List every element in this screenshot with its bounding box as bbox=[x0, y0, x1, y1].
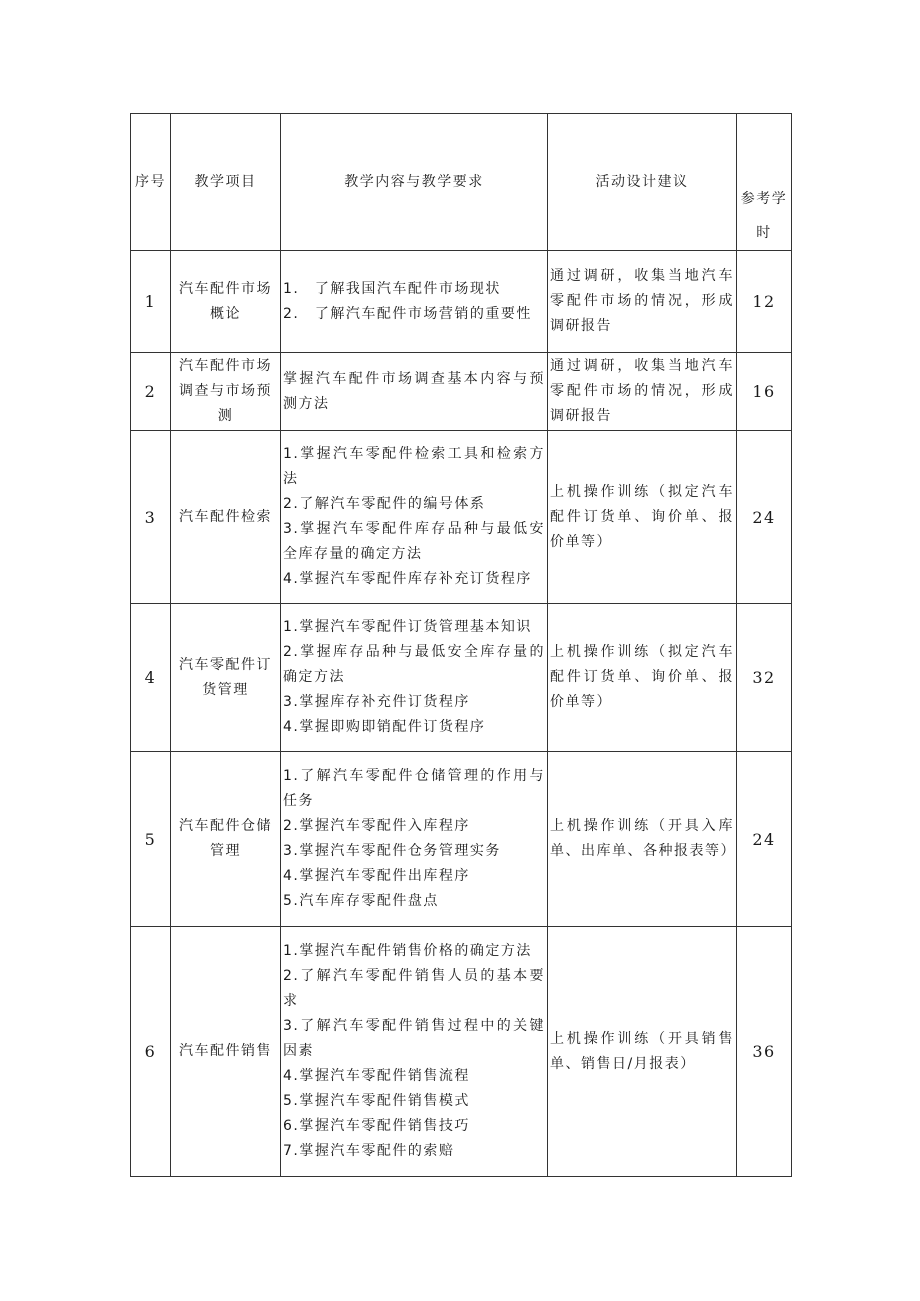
row-project: 汽车配件销售 bbox=[171, 927, 281, 1177]
content-item: 2. 了解汽车配件市场营销的重要性 bbox=[283, 305, 532, 322]
content-item: 3.掌握汽车零配件仓务管理实务 bbox=[283, 843, 501, 859]
header-no: 序号 bbox=[131, 114, 171, 251]
row-activity: 通过调研，收集当地汽车零配件市场的情况，形成调研报告 bbox=[548, 251, 737, 353]
content-item: 4.掌握即购即销配件订货程序 bbox=[283, 719, 486, 735]
row-no: 4 bbox=[131, 604, 171, 752]
row-project: 汽车配件市场调查与市场预测 bbox=[171, 353, 281, 431]
header-content: 教学内容与教学要求 bbox=[281, 114, 548, 251]
table-row bbox=[131, 251, 792, 353]
content-item: 掌握汽车配件市场调查基本内容与预测方法 bbox=[283, 370, 545, 412]
row-content bbox=[281, 431, 548, 604]
row-content bbox=[281, 604, 548, 752]
table-row bbox=[131, 431, 792, 604]
row-hours: 24 bbox=[737, 431, 792, 604]
row-no: 6 bbox=[131, 927, 171, 1177]
content-item: 5.汽车库存零配件盘点 bbox=[283, 893, 439, 909]
row-hours: 32 bbox=[737, 604, 792, 752]
row-project: 汽车配件市场概论 bbox=[171, 251, 281, 353]
content-item: 1.了解汽车零配件仓储管理的作用与任务 bbox=[283, 768, 545, 809]
content-item: 1.掌握汽车零配件检索工具和检索方法 bbox=[283, 446, 545, 487]
row-content bbox=[281, 927, 548, 1177]
row-no: 2 bbox=[131, 353, 171, 431]
content-item: 1.掌握汽车配件销售价格的确定方法 bbox=[283, 943, 532, 959]
content-item: 2.掌握库存品种与最低安全库存量的确定方法 bbox=[283, 644, 545, 685]
table-row bbox=[131, 353, 792, 431]
content-item: 3.掌握库存补充件订货程序 bbox=[283, 694, 470, 710]
content-item: 7.掌握汽车零配件的索赔 bbox=[283, 1143, 455, 1159]
content-item: 4.掌握汽车零配件库存补充订货程序 bbox=[283, 571, 532, 587]
row-hours: 16 bbox=[737, 353, 792, 431]
table-row bbox=[131, 604, 792, 752]
content-item: 1. 了解我国汽车配件市场现状 bbox=[283, 280, 501, 297]
header-activity: 活动设计建议 bbox=[548, 114, 737, 251]
row-hours: 12 bbox=[737, 251, 792, 353]
row-activity: 上机操作训练（开具入库单、出库单、各种报表等） bbox=[548, 752, 737, 927]
table-row bbox=[131, 752, 792, 927]
row-no: 1 bbox=[131, 251, 171, 353]
row-activity: 通过调研，收集当地汽车零配件市场的情况，形成调研报告 bbox=[548, 353, 737, 431]
row-project: 汽车配件仓储管理 bbox=[171, 752, 281, 927]
content-item: 3.掌握汽车零配件库存品种与最低安全库存量的确定方法 bbox=[283, 521, 545, 562]
content-item: 2.了解汽车零配件销售人员的基本要求 bbox=[283, 968, 545, 1009]
row-content bbox=[281, 353, 548, 431]
row-activity: 上机操作训练（拟定汽车配件订货单、询价单、报价单等） bbox=[548, 431, 737, 604]
row-no: 3 bbox=[131, 431, 171, 604]
content-item: 2.掌握汽车零配件入库程序 bbox=[283, 818, 470, 834]
content-item: 5.掌握汽车零配件销售模式 bbox=[283, 1093, 470, 1109]
header-hours: 参考学时 bbox=[737, 114, 792, 251]
content-item: 1.掌握汽车零配件订货管理基本知识 bbox=[283, 619, 532, 635]
content-item: 2.了解汽车零配件的编号体系 bbox=[283, 496, 486, 512]
row-project: 汽车零配件订货管理 bbox=[171, 604, 281, 752]
content-item: 3.了解汽车零配件销售过程中的关键因素 bbox=[283, 1018, 545, 1059]
row-project: 汽车配件检索 bbox=[171, 431, 281, 604]
content-item: 6.掌握汽车零配件销售技巧 bbox=[283, 1118, 470, 1134]
content-item: 4.掌握汽车零配件销售流程 bbox=[283, 1068, 470, 1084]
row-hours: 24 bbox=[737, 752, 792, 927]
curriculum-table bbox=[130, 113, 792, 1177]
content-item: 4.掌握汽车零配件出库程序 bbox=[283, 868, 470, 884]
header-project: 教学项目 bbox=[171, 114, 281, 251]
row-no: 5 bbox=[131, 752, 171, 927]
header-row bbox=[131, 114, 792, 251]
row-activity: 上机操作训练（开具销售单、销售日/月报表） bbox=[548, 927, 737, 1177]
row-hours: 36 bbox=[737, 927, 792, 1177]
table-row bbox=[131, 927, 792, 1177]
row-activity: 上机操作训练（拟定汽车配件订货单、询价单、报价单等） bbox=[548, 604, 737, 752]
row-content bbox=[281, 752, 548, 927]
row-content bbox=[281, 251, 548, 353]
